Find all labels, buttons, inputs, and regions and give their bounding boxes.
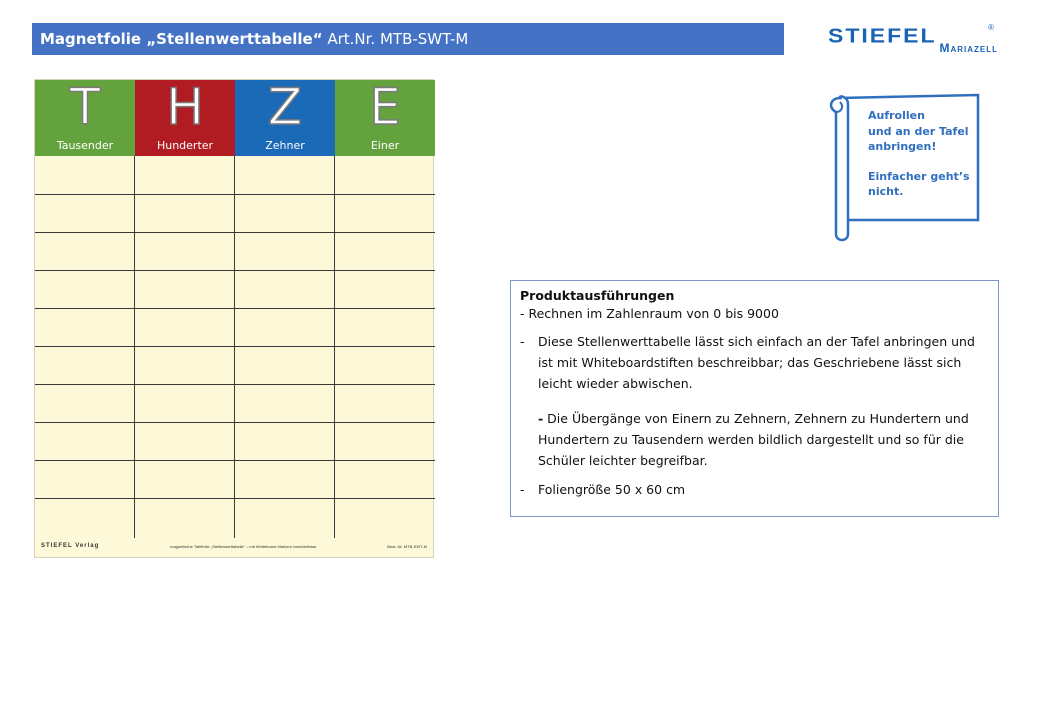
bullet-subtext (538, 408, 989, 471)
column-label: Einer (370, 139, 400, 152)
column-header-einer (335, 80, 435, 156)
column-label: Tausender (56, 139, 114, 152)
grid-line (35, 422, 435, 423)
bullet-dash: - (520, 482, 525, 497)
poster-footer-number: Best.-Nr. MTB-SWT-M (387, 543, 427, 549)
column-letter: E (369, 78, 401, 136)
column-header-hunderter (135, 80, 235, 156)
poster-header-row (35, 80, 435, 156)
title-bar (32, 23, 784, 55)
product-info-box (510, 280, 999, 517)
grid-line (334, 156, 335, 538)
grid-line (35, 308, 435, 309)
column-letter: H (166, 78, 204, 136)
scroll-note-line: nicht. (868, 185, 904, 198)
stiefel-logo (828, 22, 1000, 58)
title-bold: Magnetfolie „Stellenwerttabelle“ (40, 30, 323, 48)
bullet-dash: - (520, 334, 525, 349)
grid-line (35, 194, 435, 195)
logo-line1: STIEFEL (828, 23, 937, 47)
bullet-text: Foliengröße 50 x 60 cm (538, 482, 686, 497)
scroll-note (868, 108, 973, 200)
column-label: Zehner (265, 139, 305, 152)
bullet-text: Diese Stellenwerttabelle lässt sich einfach an der Tafel anbringen und ist mit Whiteboardstiften beschreibbar; das Geschriebene lässt sich leicht wieder abwischen. (538, 334, 975, 391)
grid-line (134, 156, 135, 538)
scroll-note-line: Aufrollen (868, 109, 925, 122)
grid-line (35, 460, 435, 461)
grid-line (35, 232, 435, 233)
sub-dash: - (538, 411, 544, 426)
poster-footer-brand: STIEFEL Verlag (41, 543, 100, 549)
logo-registered: ® (988, 23, 994, 32)
column-header-tausender (35, 80, 135, 156)
column-label: Hunderter (156, 139, 214, 152)
grid-line (234, 156, 235, 538)
poster-footer-desc: magnetische Tafelfolie „Stellenwerttabelle“ – mit Whiteboard Markern beschreibbar (170, 543, 317, 549)
sub-text: Die Übergänge von Einern zu Zehnern, Zehnern zu Hundertern und Hundertern zu Tausendern werden bildlich dargestellt und so für die Schüler leichter begreifbar. (538, 411, 969, 468)
grid-line (35, 346, 435, 347)
info-bullet (520, 331, 989, 471)
title-article-number: Art.Nr. MTB-SWT-M (322, 30, 469, 48)
grid-line (35, 498, 435, 499)
scroll-note-line: Einfacher geht’s (868, 169, 970, 183)
info-bullet (520, 479, 989, 500)
column-header-zehner (235, 80, 335, 156)
poster-footer (41, 541, 427, 551)
info-line: - Rechnen im Zahlenraum von 0 bis 9000 (520, 306, 779, 321)
scroll-note-line: und an der Tafel (868, 124, 969, 138)
poster-grid (35, 156, 435, 538)
column-letter: T (69, 78, 101, 136)
info-heading: Produktausführungen (520, 288, 675, 303)
grid-line (35, 384, 435, 385)
column-letter: Z (267, 78, 303, 136)
logo-line2: Mariazell (939, 41, 998, 55)
scroll-note-line: anbringen! (868, 140, 937, 153)
grid-line (35, 270, 435, 271)
place-value-poster (34, 79, 434, 558)
